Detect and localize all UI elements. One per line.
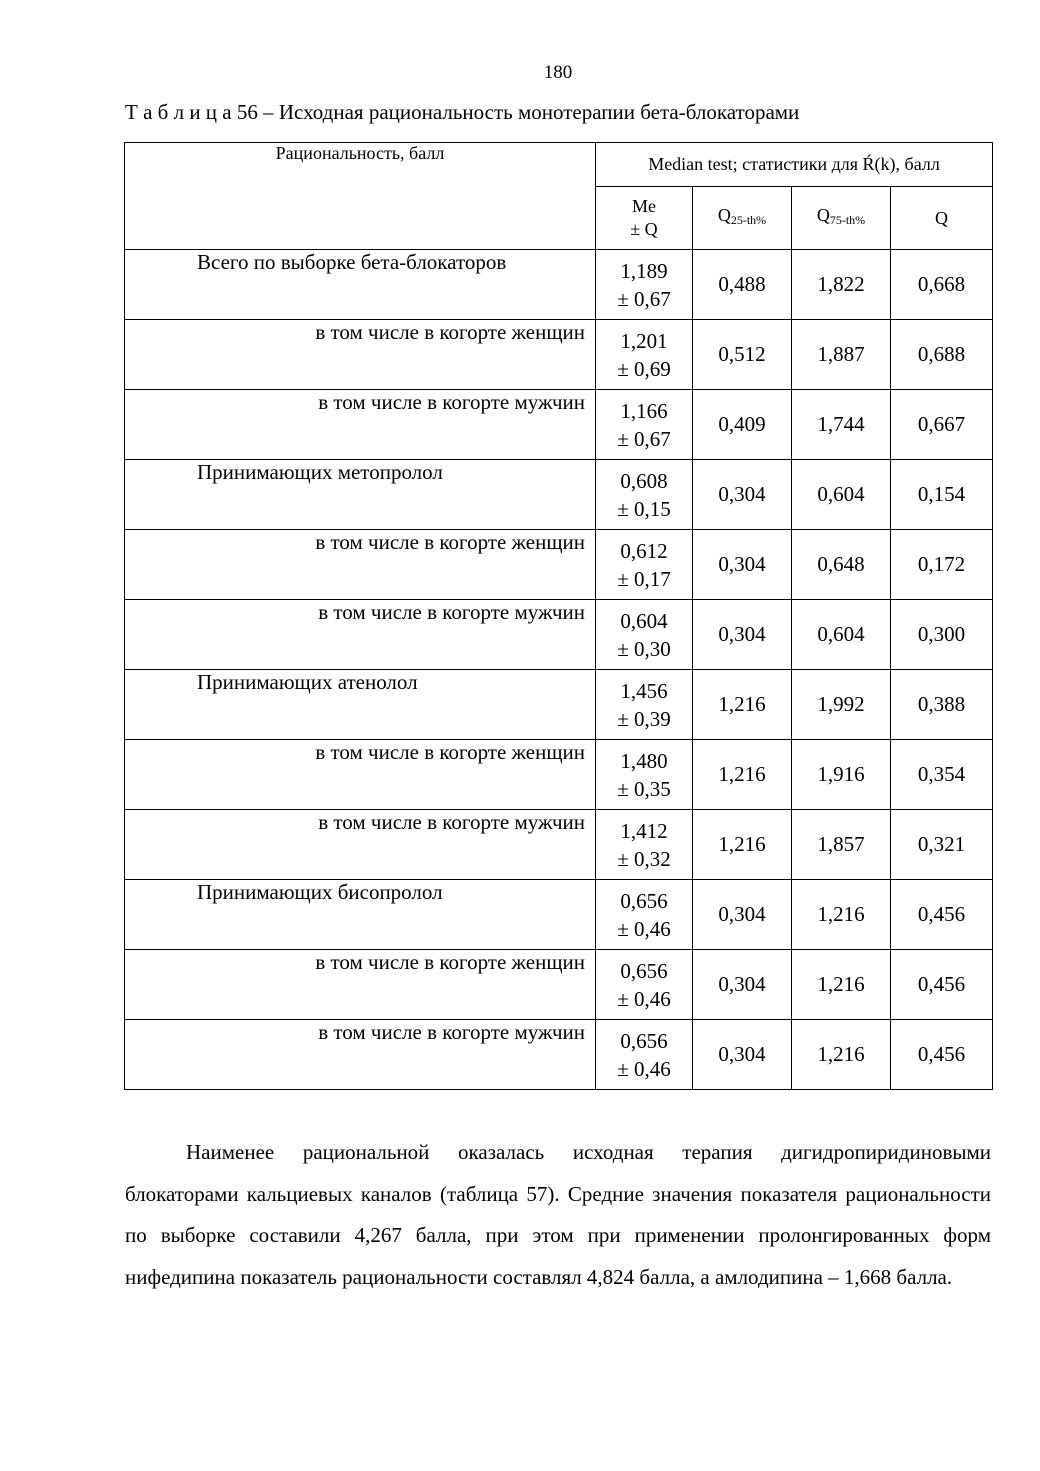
- table-row: [125, 740, 993, 810]
- table-row: [125, 810, 993, 880]
- table-row: [125, 880, 993, 950]
- cell-me: [596, 880, 693, 950]
- cell-me-pm: ± 0,46: [617, 916, 671, 941]
- cell-q25: 0,304: [693, 600, 792, 670]
- cell-q75: 0,604: [792, 460, 891, 530]
- cell-q25: 0,488: [693, 250, 792, 320]
- cell-me-pm: ± 0,69: [617, 356, 671, 381]
- cell-me-value: 0,656: [620, 958, 668, 983]
- cell-q25: 1,216: [693, 670, 792, 740]
- cell-me-value: 0,656: [620, 888, 668, 913]
- cell-q: 0,300: [891, 600, 993, 670]
- cell-q75: 1,216: [792, 880, 891, 950]
- cell-me: [596, 810, 693, 880]
- cell-q75: 1,992: [792, 670, 891, 740]
- cell-me-value: 1,412: [620, 818, 668, 843]
- header-q: Q: [891, 187, 993, 250]
- cell-me-pm: ± 0,46: [617, 986, 671, 1011]
- cell-q75: 1,822: [792, 250, 891, 320]
- cell-q25: 0,304: [693, 880, 792, 950]
- cell-me-pm: ± 0,15: [617, 496, 671, 521]
- cell-me: [596, 670, 693, 740]
- cell-me: [596, 1020, 693, 1090]
- data-table: [124, 142, 993, 1090]
- cell-q25: 0,304: [693, 950, 792, 1020]
- row-label: в том числе в когорте женщин: [125, 530, 596, 600]
- cell-q75: 1,744: [792, 390, 891, 460]
- body-paragraph: [125, 1132, 991, 1298]
- cell-q: 0,388: [891, 670, 993, 740]
- cell-me-pm: ± 0,67: [617, 426, 671, 451]
- cell-q: 0,668: [891, 250, 993, 320]
- cell-me-pm: ± 0,46: [617, 1056, 671, 1081]
- table-caption: Т а б л и ц а 56 – Исходная рациональность монотерапии бета-блокаторами: [125, 100, 800, 124]
- cell-me: [596, 740, 693, 810]
- cell-q75: 0,604: [792, 600, 891, 670]
- cell-q25: 0,409: [693, 390, 792, 460]
- row-label: в том числе в когорте мужчин: [125, 810, 596, 880]
- cell-q75: 1,216: [792, 1020, 891, 1090]
- cell-me-pm: ± 0,35: [617, 776, 671, 801]
- cell-me-pm: ± 0,67: [617, 286, 671, 311]
- row-label: Принимающих бисопролол: [125, 880, 596, 950]
- cell-q: 0,456: [891, 950, 993, 1020]
- header-q25-sub: 25-th%: [730, 213, 767, 227]
- cell-me-pm: ± 0,32: [617, 846, 671, 871]
- page-number: 180: [543, 62, 573, 83]
- cell-q75: 1,887: [792, 320, 891, 390]
- cell-q: 0,172: [891, 530, 993, 600]
- header-q75: [792, 187, 891, 250]
- cell-q: 0,456: [891, 880, 993, 950]
- cell-me-value: 1,166: [620, 398, 668, 423]
- header-me-line2: ± Q: [630, 219, 658, 239]
- cell-me: [596, 950, 693, 1020]
- row-label: в том числе в когорте мужчин: [125, 390, 596, 460]
- header-q25: [693, 187, 792, 250]
- cell-me-value: 0,612: [620, 538, 668, 563]
- row-label: в том числе в когорте женщин: [125, 950, 596, 1020]
- table-row: [125, 600, 993, 670]
- header-rationality: Рациональность, балл: [125, 143, 596, 250]
- cell-q25: 0,304: [693, 1020, 792, 1090]
- row-label: в том числе в когорте женщин: [125, 740, 596, 810]
- paragraph-text: Наименее рациональной оказалась исходная терапия дигидропиридиновыми блокаторами кальциевых каналов (таблица 57). Средние значения показателя рациональности по выборке составили 4,267 балла, при этом при применении пролонгированных форм нифедипина показатель рациональности составлял 4,824 балла, а амлодипина – 1,668 балла.: [125, 1140, 991, 1289]
- cell-q25: 1,216: [693, 740, 792, 810]
- cell-me: [596, 460, 693, 530]
- table-row: [125, 670, 993, 740]
- header-me-line1: Me: [632, 196, 656, 216]
- cell-me-value: 0,604: [620, 608, 668, 633]
- cell-q: 0,456: [891, 1020, 993, 1090]
- header-median-test: Median test; статистики для Ŕ(k), балл: [596, 143, 993, 187]
- cell-q: 0,354: [891, 740, 993, 810]
- cell-me: [596, 390, 693, 460]
- cell-me-pm: ± 0,17: [617, 566, 671, 591]
- header-me: [596, 187, 693, 250]
- cell-me: [596, 530, 693, 600]
- table-row: [125, 530, 993, 600]
- cell-me-value: 1,456: [620, 678, 668, 703]
- cell-me: [596, 320, 693, 390]
- table-row: [125, 250, 993, 320]
- table-row: [125, 390, 993, 460]
- cell-q25: 0,304: [693, 460, 792, 530]
- table-row: [125, 1020, 993, 1090]
- row-label: в том числе в когорте женщин: [125, 320, 596, 390]
- table-row: [125, 950, 993, 1020]
- cell-me-value: 0,608: [620, 468, 668, 493]
- cell-me-value: 1,189: [620, 258, 668, 283]
- cell-q75: 1,857: [792, 810, 891, 880]
- cell-me-pm: ± 0,30: [617, 636, 671, 661]
- cell-me-value: 0,656: [620, 1028, 668, 1053]
- cell-q75: 1,216: [792, 950, 891, 1020]
- cell-me-pm: ± 0,39: [617, 706, 671, 731]
- cell-me: [596, 600, 693, 670]
- cell-q25: 1,216: [693, 810, 792, 880]
- cell-q25: 0,512: [693, 320, 792, 390]
- table-body: [125, 250, 993, 1090]
- row-label: Всего по выборке бета-блокаторов: [125, 250, 596, 320]
- cell-q25: 0,304: [693, 530, 792, 600]
- table-row: [125, 320, 993, 390]
- cell-me: [596, 250, 693, 320]
- header-q25-base: Q: [717, 205, 731, 225]
- row-label: Принимающих метопролол: [125, 460, 596, 530]
- row-label: Принимающих атенолол: [125, 670, 596, 740]
- row-label: в том числе в когорте мужчин: [125, 1020, 596, 1090]
- cell-me-value: 1,201: [620, 328, 668, 353]
- cell-q: 0,321: [891, 810, 993, 880]
- cell-q: 0,667: [891, 390, 993, 460]
- cell-q: 0,688: [891, 320, 993, 390]
- row-label: в том числе в когорте мужчин: [125, 600, 596, 670]
- table-row: [125, 460, 993, 530]
- cell-q75: 1,916: [792, 740, 891, 810]
- cell-q75: 0,648: [792, 530, 891, 600]
- cell-me-value: 1,480: [620, 748, 668, 773]
- cell-q: 0,154: [891, 460, 993, 530]
- header-q75-base: Q: [816, 205, 830, 225]
- header-q75-sub: 75-th%: [829, 213, 866, 227]
